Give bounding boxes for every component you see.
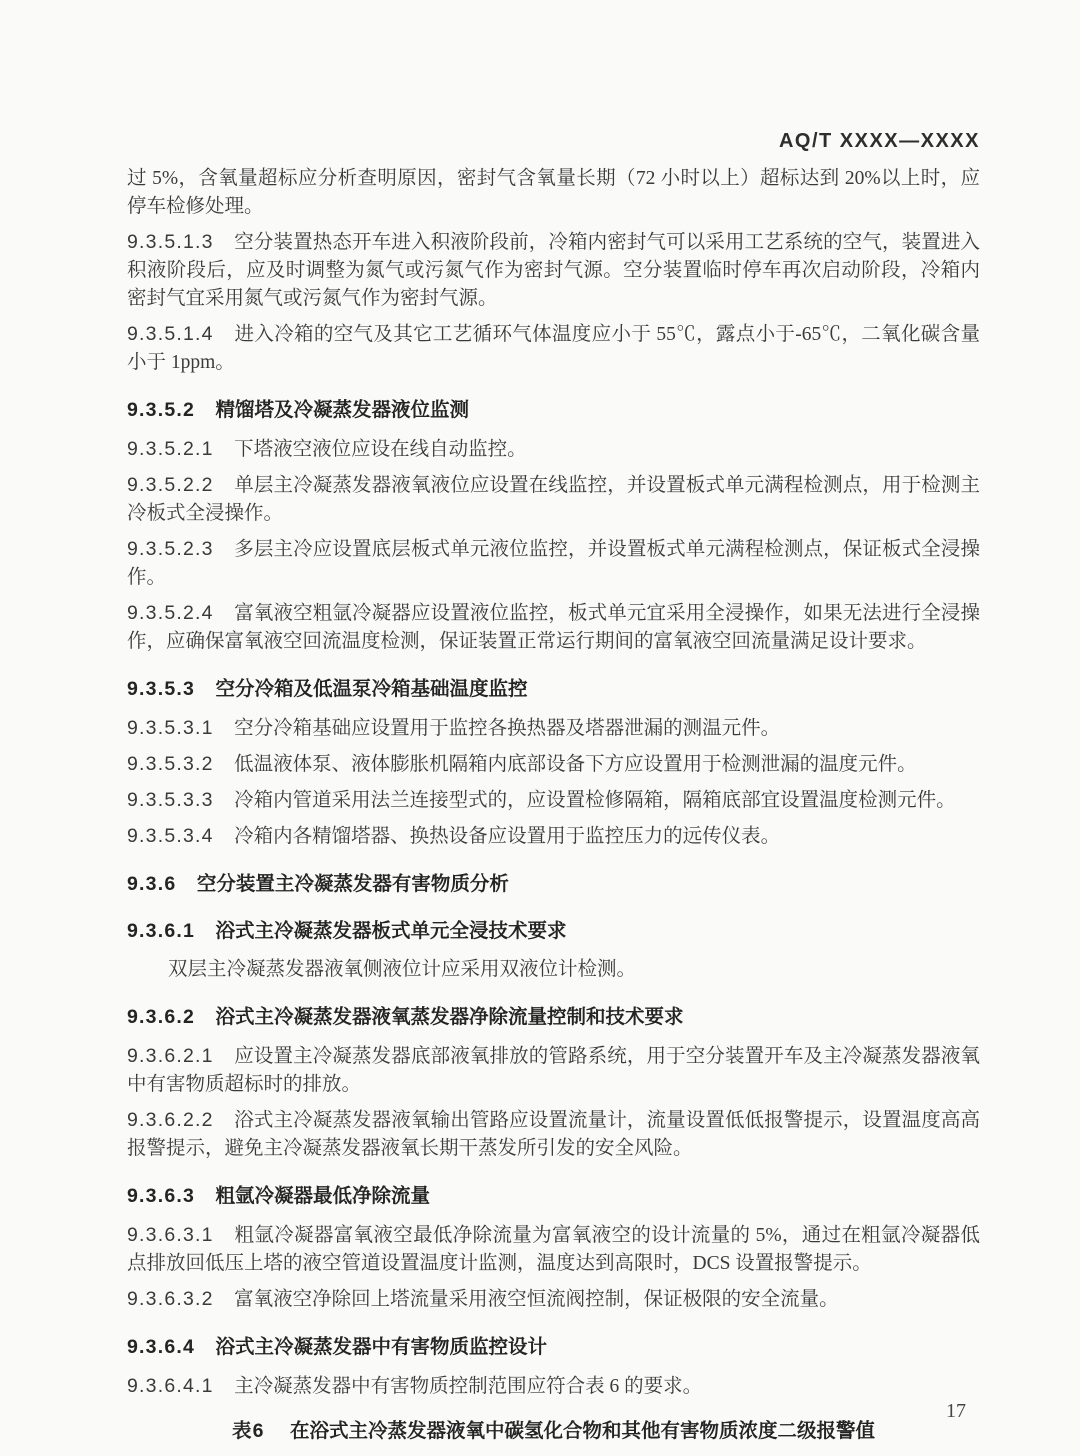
paragraph bbox=[127, 1372, 980, 1401]
clause-text: 下塔液空液位应设在线自动监控。 bbox=[234, 439, 527, 460]
clause-text: 浴式主冷凝蒸发器板式单元全浸技术要求 bbox=[215, 920, 567, 942]
paragraph bbox=[127, 1106, 980, 1163]
section-heading bbox=[127, 870, 980, 898]
paragraph bbox=[127, 786, 980, 815]
clause-text: 冷箱内管道采用法兰连接型式的，应设置检修隔箱，隔箱底部宜设置温度检测元件。 bbox=[234, 790, 956, 811]
clause-number: 9.3.5.2.2 bbox=[127, 474, 214, 496]
clause-number: 9.3.6.2 bbox=[127, 1006, 196, 1028]
paragraph bbox=[127, 714, 980, 743]
clause-text: 精馏塔及冷凝蒸发器液位监测 bbox=[215, 399, 470, 421]
paragraph bbox=[127, 1042, 980, 1099]
section-heading bbox=[127, 1003, 980, 1031]
document-content bbox=[127, 165, 980, 1445]
clause-number: 9.3.5.3.3 bbox=[127, 789, 214, 811]
paragraph bbox=[127, 535, 980, 592]
paragraph bbox=[127, 599, 980, 656]
paragraph bbox=[127, 471, 980, 528]
section-heading bbox=[127, 396, 980, 424]
clause-text: 过 5%，含氧量超标应分析查明原因，密封气含氧量长期（72 小时以上）超标达到 20%以上时，应停车检修处理。 bbox=[127, 168, 980, 217]
clause-text: 空分装置热态开车进入积液阶段前，冷箱内密封气可以采用工艺系统的空气，装置进入积液阶段后，应及时调整为氮气或污氮气作为密封气源。空分装置临时停车再次启动阶段，冷箱内密封气宜采用氮气或污氮气作为密封气源。 bbox=[127, 232, 980, 309]
clause-text: 粗氩冷凝器富氧液空最低净除流量为富氧液空的设计流量的 5%，通过在粗氩冷凝器低点排放回低压上塔的液空管道设置温度计监测，温度达到高限时，DCS 设置报警提示。 bbox=[127, 1225, 980, 1274]
clause-number: 9.3.5.2.1 bbox=[127, 438, 214, 460]
clause-text: 主冷凝蒸发器中有害物质控制范围应符合表 6 的要求。 bbox=[234, 1376, 703, 1397]
clause-text: 浴式主冷凝蒸发器液氧输出管路应设置流量计，流量设置低低报警提示，设置温度高高报警提示，避免主冷凝蒸发器液氧长期干蒸发所引发的安全风险。 bbox=[127, 1110, 980, 1159]
clause-text: 空分冷箱及低温泵冷箱基础温度监控 bbox=[215, 678, 528, 700]
clause-number: 9.3.6.1 bbox=[127, 920, 196, 942]
clause-number: 9.3.6.4 bbox=[127, 1336, 196, 1358]
clause-text: 双层主冷凝蒸发器液氧侧液位计应采用双液位计检测。 bbox=[168, 959, 637, 980]
clause-number: 9.3.5.3 bbox=[127, 678, 196, 700]
clause-text: 应设置主冷凝蒸发器底部液氧排放的管路系统，用于空分装置开车及主冷凝蒸发器液氧中有害物质超标时的排放。 bbox=[127, 1046, 980, 1095]
paragraph bbox=[127, 228, 980, 313]
clause-number: 9.3.5.2 bbox=[127, 399, 196, 421]
clause-number: 9.3.5.3.2 bbox=[127, 753, 214, 775]
clause-text: 浴式主冷凝蒸发器液氧蒸发器净除流量控制和技术要求 bbox=[215, 1006, 684, 1028]
clause-text: 单层主冷凝蒸发器液氧液位应设置在线监控，并设置板式单元满程检测点，用于检测主冷板式全浸操作。 bbox=[127, 475, 980, 524]
clause-text: 冷箱内各精馏塔器、换热设备应设置用于监控压力的远传仪表。 bbox=[234, 826, 781, 847]
clause-number: 9.3.5.1.3 bbox=[127, 231, 214, 253]
clause-text: 空分装置主冷凝蒸发器有害物质分析 bbox=[196, 873, 509, 895]
clause-number: 9.3.5.2.3 bbox=[127, 538, 214, 560]
paragraph bbox=[127, 750, 980, 779]
table-number: 表6 bbox=[231, 1420, 265, 1442]
clause-text: 富氧液空粗氩冷凝器应设置液位监控，板式单元宜采用全浸操作，如果无法进行全浸操作，应确保富氧液空回流温度检测，保证装置正常运行期间的富氧液空回流量满足设计要求。 bbox=[127, 603, 980, 652]
clause-number: 9.3.5.2.4 bbox=[127, 602, 214, 624]
section-heading bbox=[127, 917, 980, 945]
paragraph bbox=[127, 1221, 980, 1278]
paragraph bbox=[127, 822, 980, 851]
standard-number: AQ/T XXXX—XXXX bbox=[778, 130, 980, 152]
paragraph bbox=[127, 435, 980, 464]
clause-text: 多层主冷应设置底层板式单元液位监控，并设置板式单元满程检测点，保证板式全浸操作。 bbox=[127, 539, 980, 588]
clause-number: 9.3.6.4.1 bbox=[127, 1375, 214, 1397]
clause-text: 粗氩冷凝器最低净除流量 bbox=[215, 1185, 431, 1207]
clause-text: 空分冷箱基础应设置用于监控各换热器及塔器泄漏的测温元件。 bbox=[234, 718, 781, 739]
clause-number: 9.3.5.3.1 bbox=[127, 717, 214, 739]
clause-number: 9.3.6.2.2 bbox=[127, 1109, 214, 1131]
clause-text: 浴式主冷凝蒸发器中有害物质监控设计 bbox=[215, 1336, 548, 1358]
clause-number: 9.3.6.3 bbox=[127, 1185, 196, 1207]
clause-text: 在浴式主冷蒸发器液氧中碳氢化合物和其他有害物质浓度二级报警值 bbox=[290, 1420, 876, 1442]
clause-number: 9.3.6.3.1 bbox=[127, 1224, 214, 1246]
paragraph bbox=[127, 956, 980, 984]
section-heading bbox=[127, 675, 980, 703]
paragraph bbox=[127, 320, 980, 377]
table-caption bbox=[127, 1417, 980, 1445]
clause-number: 9.3.6.2.1 bbox=[127, 1045, 214, 1067]
paragraph bbox=[127, 165, 980, 221]
section-heading bbox=[127, 1182, 980, 1210]
clause-number: 9.3.5.3.4 bbox=[127, 825, 214, 847]
page-number: 17 bbox=[946, 1400, 966, 1422]
paragraph bbox=[127, 1285, 980, 1314]
section-heading bbox=[127, 1333, 980, 1361]
clause-text: 富氧液空净除回上塔流量采用液空恒流阀控制，保证极限的安全流量。 bbox=[234, 1289, 839, 1310]
clause-number: 9.3.6.3.2 bbox=[127, 1288, 214, 1310]
page-header bbox=[127, 130, 980, 153]
clause-text: 进入冷箱的空气及其它工艺循环气体温度应小于 55℃，露点小于-65℃，二氧化碳含量小于 1ppm。 bbox=[127, 324, 980, 373]
clause-number: 9.3.5.1.4 bbox=[127, 323, 214, 345]
clause-text: 低温液体泵、液体膨胀机隔箱内底部设备下方应设置用于检测泄漏的温度元件。 bbox=[234, 754, 917, 775]
clause-number: 9.3.6 bbox=[127, 873, 177, 895]
